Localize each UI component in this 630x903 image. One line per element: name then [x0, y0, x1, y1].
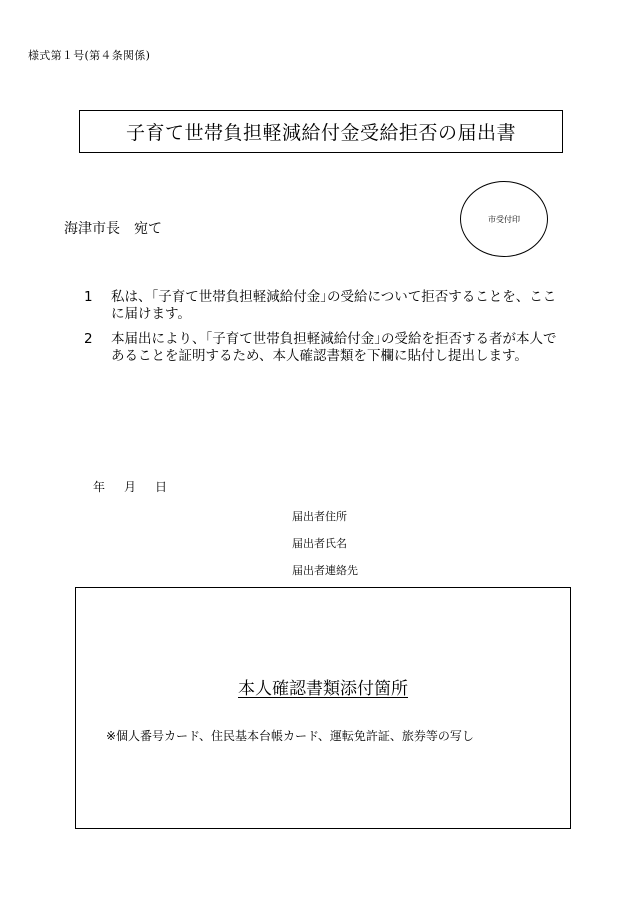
id-box-note: ※個人番号カード、住民基本台帳カード、運転免許証、旅券等の写し	[106, 729, 474, 743]
form-number: 様式第１号(第４条関係)	[28, 49, 151, 62]
applicant-address-label: 届出者住所	[292, 510, 347, 523]
date-year-label: 年	[93, 480, 106, 494]
date-line	[93, 478, 167, 495]
statement-item	[84, 289, 564, 323]
statement-text: 本届出により、｢子育て世帯負担軽減給付金｣の受給を拒否する者が本人であることを証明するため、本人確認書類を下欄に貼付し提出します。	[111, 331, 557, 364]
applicant-name-label: 届出者氏名	[292, 537, 347, 550]
document-title	[79, 110, 563, 153]
addressee: 海津市長 宛て	[64, 221, 162, 237]
statement-text: 私は、｢子育て世帯負担軽減給付金｣の受給について拒否することを、ここに届けます。	[111, 289, 557, 322]
document-title-text: 子育て世帯負担軽減給付金受給拒否の届出書	[125, 122, 516, 144]
id-box-title: 本人確認書類添付箇所	[238, 679, 408, 699]
id-box-heading	[76, 674, 570, 699]
reception-stamp-circle	[460, 181, 548, 257]
applicant-contact-label: 届出者連絡先	[292, 564, 358, 577]
statement-item	[84, 331, 564, 365]
statement-number: 2	[84, 331, 93, 347]
date-day-label: 日	[155, 480, 168, 494]
date-month-label: 月	[124, 480, 137, 494]
reception-stamp-label: 市受付印	[488, 214, 520, 224]
statement-number: 1	[84, 289, 93, 305]
id-document-attachment-box	[75, 587, 571, 829]
